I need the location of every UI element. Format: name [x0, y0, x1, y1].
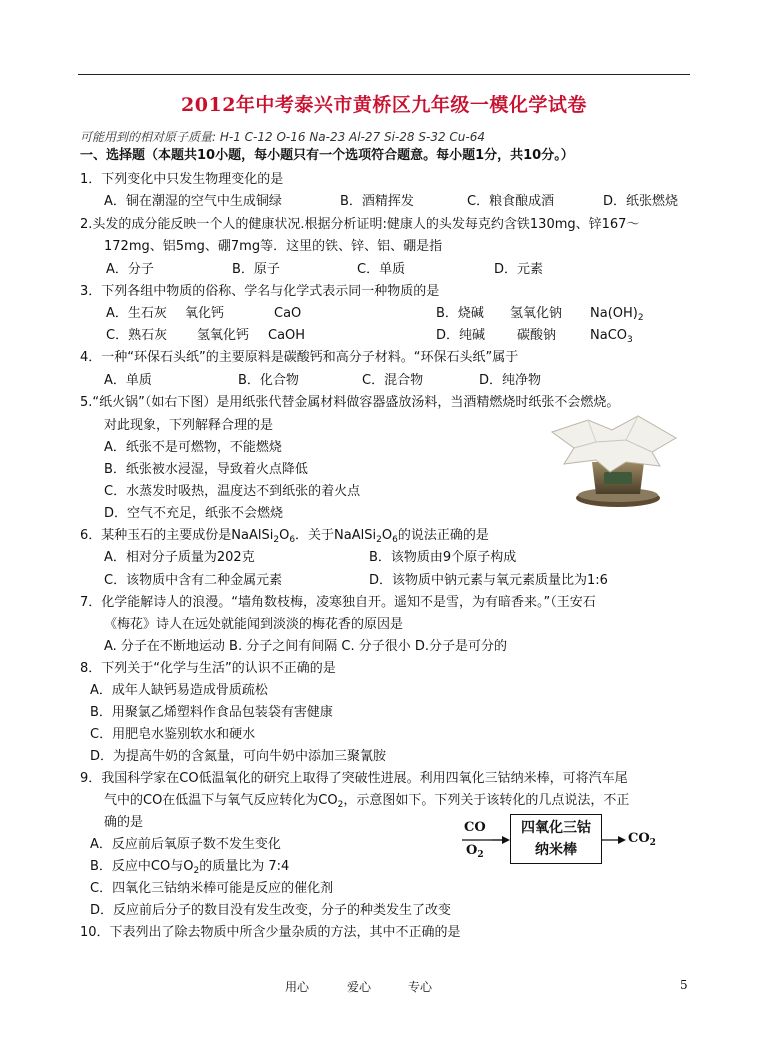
- q5-stem-line1: 5.“纸火锅”（如右下图）是用纸张代替金属材料做容器盛放汤料，当酒精燃烧时纸张不会燃烧。: [80, 395, 620, 410]
- footer-text-1: 用心: [285, 980, 310, 994]
- catalyst-box-line1: 四氧化三钴: [521, 820, 591, 836]
- q2-stem-line2: 172mg、铝5mg、硼7mg等．这里的铁、锌、铝、硼是指: [104, 239, 443, 254]
- q4-option-b: B．化合物: [238, 373, 299, 388]
- q4-stem: 4．一种“环保石头纸”的主要原料是碳酸钙和高分子材料。“环保石头纸”属于: [80, 350, 519, 365]
- q3-b-common: B．烧碱: [436, 306, 484, 321]
- q9-stem-line3: 确的是: [104, 815, 144, 830]
- atomic-masses-line: 可能用到的相对原子质量: H-1 C-12 O-16 Na-23 Al-27 Si-28 S-32 Cu-64: [80, 130, 485, 144]
- q9-option-b: B．反应中CO与$O_2$的质量比为 7:4: [90, 859, 290, 876]
- q8-option-d: D．为提高牛奶的含氮量，可向牛奶中添加三聚氰胺: [90, 749, 387, 764]
- q1-option-d: D．纸张燃烧: [603, 194, 679, 209]
- diagram-input-co: CO: [464, 820, 486, 835]
- diagram-output-co2: $CO_2$: [628, 831, 656, 848]
- q3-a-formula: CaO: [274, 306, 302, 321]
- page-number: 5: [680, 978, 688, 992]
- q6-option-a: A．相对分子质量为202克: [104, 550, 255, 565]
- q4-option-d: D．纯净物: [479, 373, 542, 388]
- q3-d-name: 碳酸钠: [517, 328, 557, 343]
- q6-option-d: D．该物质中钠元素与氧元素质量比为1:6: [369, 573, 608, 588]
- q9-option-a: A．反应前后氧原子数不发生变化: [90, 837, 281, 852]
- q9-option-d: D．反应前后分子的数目没有发生改变，分子的种类发生了改变: [90, 903, 452, 918]
- q5-option-d: D．空气不充足，纸张不会燃烧: [104, 506, 284, 521]
- section-heading: 一、选择题（本题共10小题，每小题只有一个选项符合题意。每小题1分，共10分。）: [80, 148, 574, 163]
- exam-title: 2012年中考泰兴市黄桥区九年级一模化学试卷: [181, 94, 587, 116]
- q2-option-d: D．元素: [494, 262, 544, 277]
- q5-option-a: A．纸张不是可燃物，不能燃烧: [104, 440, 282, 455]
- catalyst-box: [510, 814, 602, 864]
- q9-stem-line2: 气中的CO在低温下与氧气反应转化为$CO_2$，示意图如下。下列关于该转化的几点说法，不正: [104, 793, 630, 810]
- q2-stem-line1: 2.头发的成分能反映一个人的健康状况.根据分析证明:健康人的头发每克约含铁130mg、锌167～: [80, 217, 640, 232]
- q6-stem: 6．某种玉石的主要成份是$NaAlSi_2O_6$．关于$NaAlSi_2O_6$的说法正确的是: [80, 528, 489, 545]
- q3-a-name: 氧化钙: [185, 306, 225, 321]
- footer-text-3: 专心: [408, 980, 433, 994]
- q3-c-formula: CaOH: [268, 328, 306, 343]
- q8-option-b: B．用聚氯乙烯塑料作食品包装袋有害健康: [90, 705, 333, 720]
- q4-option-a: A．单质: [104, 373, 152, 388]
- q8-option-c: C．用肥皂水鉴别软水和硬水: [90, 727, 256, 742]
- q3-a-common: A．生石灰: [106, 306, 167, 321]
- q1-option-b: B．酒精挥发: [340, 194, 414, 209]
- q9-option-c: C．四氧化三钴纳米棒可能是反应的催化剂: [90, 881, 334, 896]
- catalyst-box-line2: 纳米棒: [535, 842, 577, 858]
- footer-text-2: 爱心: [347, 980, 372, 994]
- paper-hotpot-image: [540, 412, 682, 512]
- q7-stem-line1: 7．化学能解诗人的浪漫。“墙角数枝梅，凌寒独自开。遥知不是雪，为有暗香来。”（王安石: [80, 595, 596, 610]
- q6-option-b: B．该物质由9个原子构成: [369, 550, 517, 565]
- q3-c-name: 氢氧化钙: [197, 328, 250, 343]
- q5-option-b: B．纸张被水浸湿，导致着火点降低: [104, 462, 308, 477]
- q3-b-name: 氢氧化钠: [510, 306, 563, 321]
- q3-stem: 3．下列各组中物质的俗称、学名与化学式表示同一种物质的是: [80, 284, 440, 299]
- q5-stem-line2: 对此现象，下列解释合理的是: [104, 418, 274, 433]
- q7-stem-line2: 《梅花》诗人在远处就能闻到淡淡的梅花香的原因是: [104, 617, 404, 632]
- q3-c-common: C．熟石灰: [106, 328, 168, 343]
- q3-d-common: D．纯碱: [436, 328, 486, 343]
- q6-option-c: C．该物质中含有二种金属元素: [104, 573, 283, 588]
- q3-b-formula: $Na(OH)_2$: [590, 306, 644, 323]
- q1-option-a: A．铜在潮湿的空气中生成铜绿: [104, 194, 282, 209]
- q4-option-c: C．混合物: [362, 373, 424, 388]
- q10-stem: 10．下表列出了除去物质中所含少量杂质的方法，其中不正确的是: [80, 925, 461, 940]
- q8-option-a: A．成年人缺钙易造成骨质疏松: [90, 683, 268, 698]
- q7-options: A. 分子在不断地运动 B. 分子之间有间隔 C. 分子很小 D.分子是可分的: [104, 639, 507, 654]
- q2-option-b: B．原子: [232, 262, 280, 277]
- diagram-input-o2: $O_2$: [466, 843, 484, 860]
- q1-stem: 1．下列变化中只发生物理变化的是: [80, 172, 284, 187]
- q2-option-c: C．单质: [357, 262, 406, 277]
- q9-stem-line1: 9．我国科学家在CO低温氧化的研究上取得了突破性进展。利用四氧化三钴纳米棒，可将汽车尾: [80, 771, 628, 786]
- q8-stem: 8．下列关于“化学与生活”的认识不正确的是: [80, 661, 336, 676]
- header-rule: [78, 74, 690, 75]
- q1-option-c: C．粮食酿成酒: [467, 194, 555, 209]
- q3-d-formula: NaCO$_3$: [590, 328, 633, 345]
- q5-option-c: C．水蒸发时吸热，温度达不到纸张的着火点: [104, 484, 361, 499]
- q2-option-a: A．分子: [106, 262, 154, 277]
